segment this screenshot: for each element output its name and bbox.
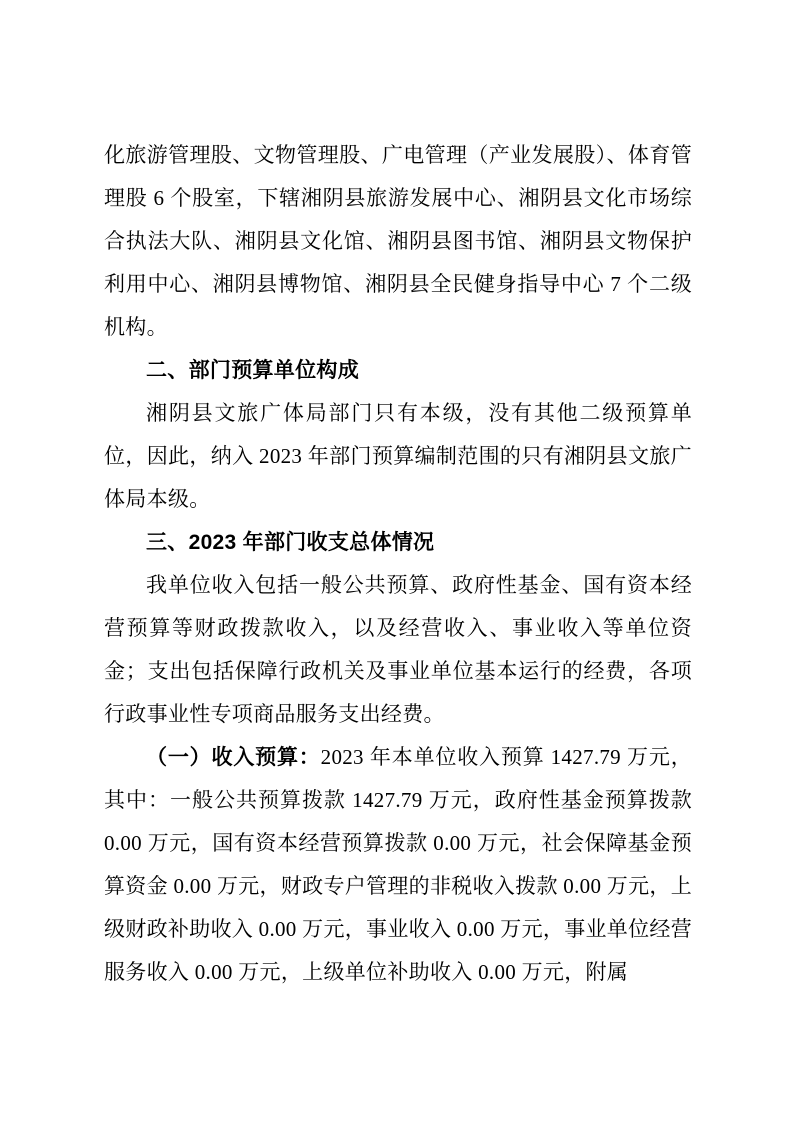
paragraph-org-structure-continuation: 化旅游管理股、文物管理股、广电管理（产业发展股）、体育管理股 6 个股室，下辖湘阴县旅游发展中心、湘阴县文化市场综合执法大队、湘阴县文化馆、湘阴县图书馆、湘阴县文物保护利用中心、湘阴县博物馆、湘阴县全民健身指导中心 7 个二级机构。	[104, 143, 692, 339]
heading-section-3-2023-income-expense-overview: 三、2023 年部门收支总体情况	[146, 531, 435, 554]
income-budget-text: 2023 年本单位收入预算 1427.79 万元，其中：一般公共预算拨款 1427.79 万元，政府性基金预算拨款 0.00 万元，国有资本经营预算拨款 0.00 万元，社会保障基金预算资金 0.00 万元，财政专户管理的非税收入拨款 0.00 万元，上级财政补助收入 0.00 万元，事业收入 0.00 万元，事业单位经营服务收入 0.00 万元，上级单位补助收入 0.00 万元，附属	[104, 745, 693, 984]
heading-section-2-budget-unit-composition: 二、部门预算单位构成	[146, 359, 359, 382]
paragraph-budget-unit-scope: 湘阴县文旅广体局部门只有本级，没有其他二级预算单位，因此，纳入 2023 年部门预算编制范围的只有湘阴县文旅广体局本级。	[104, 401, 692, 511]
paragraph-income-budget	[104, 736, 692, 994]
paragraph-income-expense-overview: 我单位收入包括一般公共预算、政府性基金、国有资本经营预算等财政拨款收入，以及经营收入、事业收入等单位资金；支出包括保障行政机关及事业单位基本运行的经费，各项行政事业性专项商品服务支出经费。	[104, 573, 692, 726]
income-budget-label: （一）收入预算：	[146, 746, 321, 769]
